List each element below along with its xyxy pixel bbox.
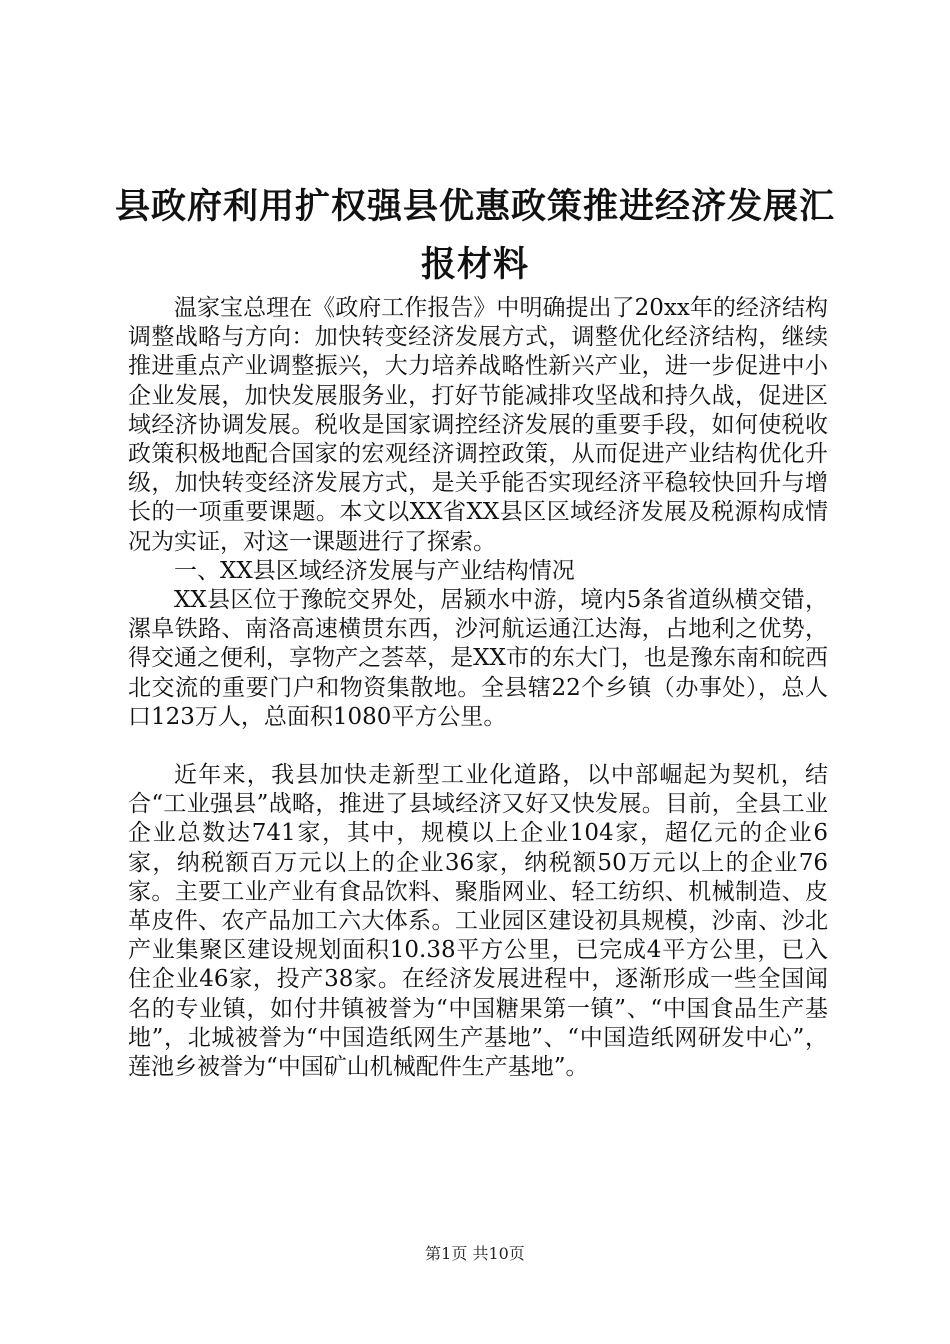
paragraph-location: XX县区位于豫皖交界处，居颍水中游，境内5条省道纵横交错，漯阜铁路、南洛高速横贯东西，沙河航运通江达海，占地利之优势，得交通之便利，享物产之荟萃，是XX市的东大门，也是豫东南和皖西北交流的重要门户和物资集散地。全县辖22个乡镇（办事处），总人口123万人，总面积1080平方公里。	[128, 587, 828, 730]
paragraph-industry: 近年来，我县加快走新型工业化道路，以中部崛起为契机，结合“工业强县”战略，推进了县域经济又好又快发展。目前，全县工业企业总数达741家，其中，规模以上企业104家，超亿元的企业6家，纳税额百万元以上的企业36家，纳税额50万元以上的企业76家。主要工业产业有食品饮料、聚脂网业、轻工纺织、机械制造、皮革皮件、农产品加工六大体系。工业园区建设初具规模，沙南、沙北产业集聚区建设规划面积10.38平方公里，已完成4平方公里，已入住企业46家，投产38家。在经济发展进程中，逐渐形成一些全国闻名的专业镇，如付井镇被誉为“中国糖果第一镇”、“中国食品生产基地”，北城被誉为“中国造纸网生产基地”、“中国造纸网研发中心”，莲池乡被誉为“中国矿山机械配件生产基地”。	[128, 762, 828, 1081]
section-heading-1: 一、XX县区域经济发展与产业结构情况	[174, 557, 575, 584]
title-line-2: 报材料	[420, 244, 529, 285]
paragraph-intro: 温家宝总理在《政府工作报告》中明确提出了20xx年的经济结构调整战略与方向：加快转变经济发展方式，调整优化经济结构，继续推进重点产业调整振兴，大力培养战略性新兴产业，进一步促进中小企业发展，加快发展服务业，打好节能减排攻坚战和持久战，促进区域经济协调发展。税收是国家调控经济发展的重要手段，如何使税收政策积极地配合国家的宏观经济调控政策，从而促进产业结构优化升级，加快转变经济发展方式，是关乎能否实现经济平稳较快回升与增长的一项重要课题。本文以XX省XX县区区域经济发展及税源构成情况为实证，对这一课题进行了探索。	[128, 295, 828, 555]
title-line-1: 县政府利用扩权强县优惠政策推进经济发展汇	[114, 186, 835, 227]
document-title	[110, 178, 840, 294]
page-footer: 第1页 共10页	[425, 1244, 525, 1263]
document-body	[128, 294, 828, 1082]
